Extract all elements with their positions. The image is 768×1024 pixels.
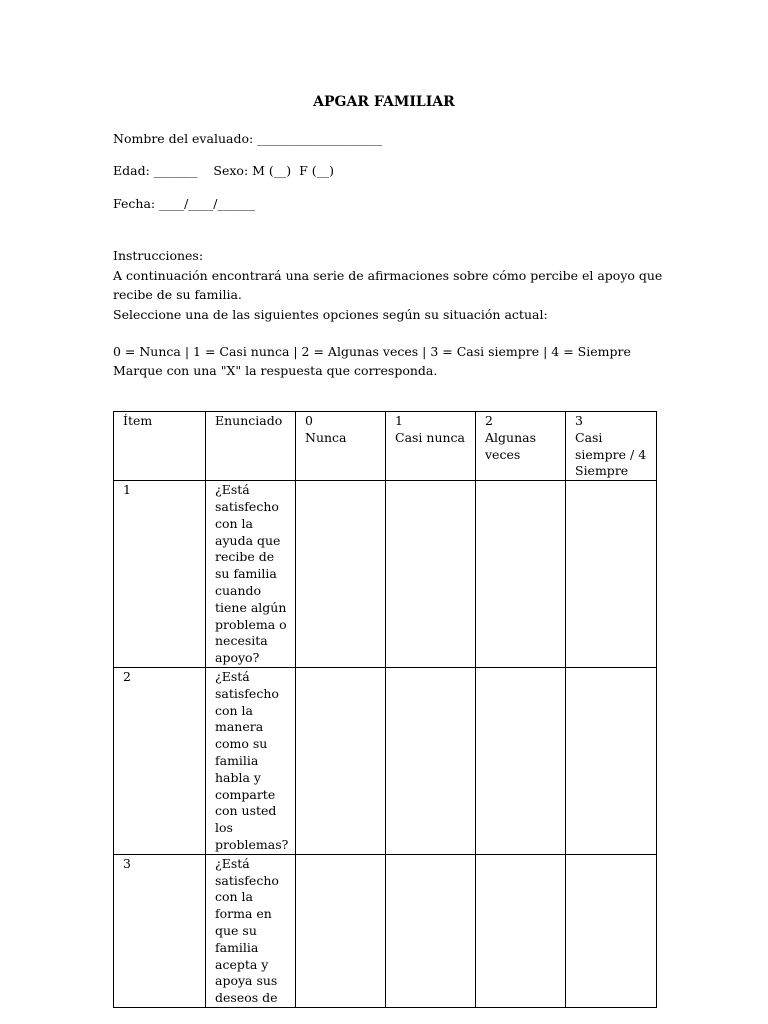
row-statement: ¿Está satisfecho con la forma en que su familia acepta y apoya sus deseos de <box>206 854 296 1007</box>
scale-mark-instruction: Marque con una "X" la respuesta que corresponda. <box>113 363 438 378</box>
date-field: Fecha: ____/____/______ <box>113 196 255 211</box>
header-enunciado: Enunciado <box>206 412 296 481</box>
row-item-number: 1 <box>114 481 206 668</box>
answer-cell-2[interactable] <box>476 667 566 854</box>
table-row <box>114 481 657 668</box>
instructions-line-1: A continuación encontrará una serie de afirmaciones sobre cómo percibe el apoyo que <box>113 267 663 283</box>
row-item-number: 3 <box>114 854 206 1007</box>
table-row <box>114 667 657 854</box>
apgar-table <box>113 411 657 1008</box>
answer-cell-3[interactable] <box>566 854 657 1007</box>
row-statement: ¿Está satisfecho con la ayuda que recibe de su familia cuando tiene algún problema o necesita apoyo? <box>206 481 296 668</box>
sex-field: Sexo: M (__) F (__) <box>213 163 335 178</box>
answer-cell-1[interactable] <box>386 854 476 1007</box>
instructions-line-3: Seleccione una de las siguientes opciones según su situación actual: <box>113 306 548 322</box>
name-field: Nombre del evaluado: ____________________ <box>113 131 383 146</box>
answer-cell-3[interactable] <box>566 481 657 668</box>
answer-cell-2[interactable] <box>476 481 566 668</box>
scale-options: 0 = Nunca | 1 = Casi nunca | 2 = Algunas veces | 3 = Casi siempre | 4 = Siempre <box>113 344 631 359</box>
answer-cell-2[interactable] <box>476 854 566 1007</box>
answer-cell-1[interactable] <box>386 481 476 668</box>
instructions <box>113 246 663 324</box>
table-header-row <box>114 412 657 481</box>
answer-cell-3[interactable] <box>566 667 657 854</box>
document-title: APGAR FAMILIAR <box>313 94 455 110</box>
instructions-heading: Instrucciones: <box>113 248 204 263</box>
answer-cell-0[interactable] <box>296 854 386 1007</box>
header-option-2: 2 Algunas veces <box>476 412 566 481</box>
row-item-number: 2 <box>114 667 206 854</box>
answer-cell-0[interactable] <box>296 667 386 854</box>
instructions-line-2: recibe de su familia. <box>113 287 242 302</box>
row-statement: ¿Está satisfecho con la manera como su familia habla y comparte con usted los problemas? <box>206 667 296 854</box>
table-row <box>114 854 657 1007</box>
header-item: Ítem <box>114 412 206 481</box>
answer-cell-1[interactable] <box>386 667 476 854</box>
answer-cell-0[interactable] <box>296 481 386 668</box>
scale-info <box>113 342 631 380</box>
header-option-1: 1 Casi nunca <box>386 412 476 481</box>
header-option-0: 0 Nunca <box>296 412 386 481</box>
age-sex-line <box>113 163 334 178</box>
age-field: Edad: _______ <box>113 163 198 178</box>
header-option-3: 3 Casi siempre / 4 Siempre <box>566 412 657 481</box>
